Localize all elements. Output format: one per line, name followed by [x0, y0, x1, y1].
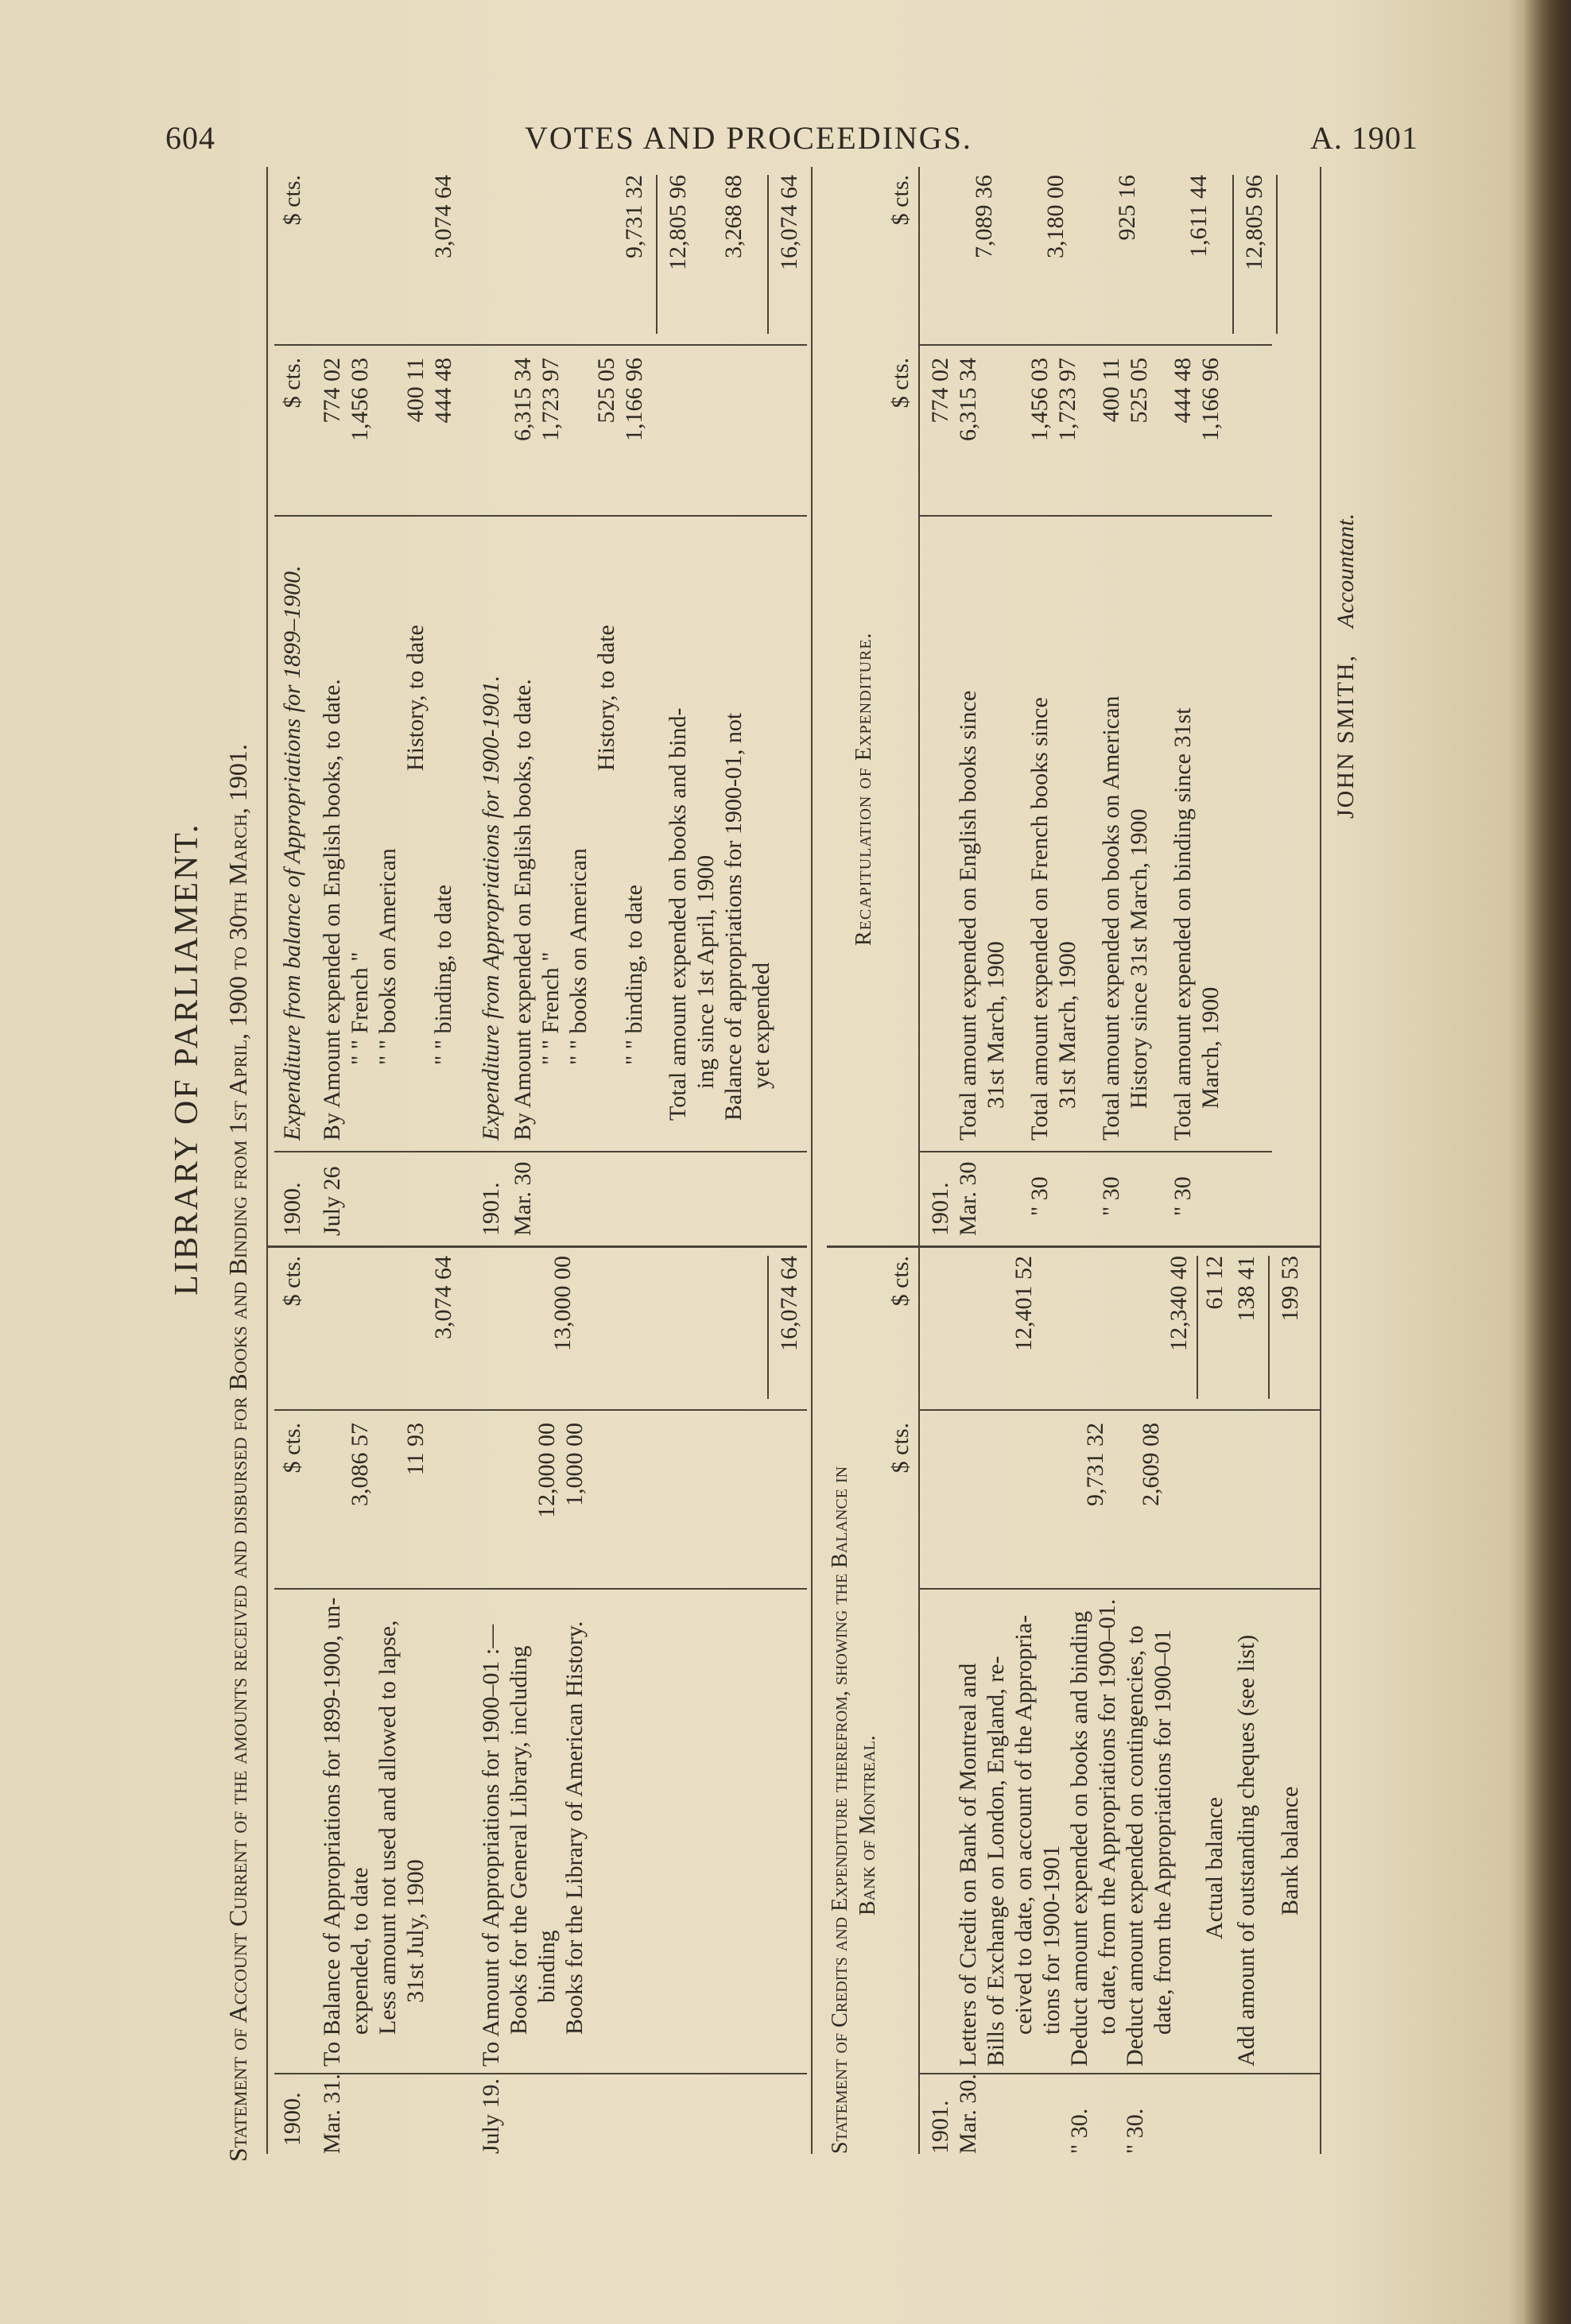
- right-1-total: 3,074 64: [430, 175, 456, 258]
- credits-money-header-1: $ cts.: [887, 1423, 914, 1474]
- right-date-1: July 26: [319, 1166, 345, 1236]
- right-section-1: Expenditure from balance of Appropriations for 1899–1900.: [279, 565, 305, 1141]
- right-year-1: 1900.: [279, 1182, 305, 1236]
- recap-grand-total: 12,805 96: [1241, 175, 1267, 270]
- credits-item-1-date: Mar. 30.: [955, 2074, 981, 2154]
- left-entry-2-line-2: Books for the General Library, including: [506, 1645, 532, 2035]
- right-2-line-1: By Amount expended on English books, to date.: [510, 679, 536, 1141]
- credits-year: 1901.: [927, 2100, 953, 2154]
- right-1-amount-2: 1,456 03: [347, 358, 373, 441]
- left-grand-total: 16,074 64: [776, 1256, 802, 1351]
- credits-actual-balance: 61 12: [1201, 1256, 1228, 1310]
- right-money-header-1: $ cts.: [279, 358, 305, 409]
- right-date-rule: [274, 1151, 807, 1152]
- credits-outstanding-label: Add amount of outstanding cheques (see list): [1233, 1634, 1259, 2066]
- right-2-total: 9,731 32: [621, 175, 647, 258]
- right-1-amount-3: 400 11: [402, 358, 429, 423]
- credits-item-1-line-3: ceived to date, on account of the Appropria-: [1010, 1614, 1037, 2035]
- account-center-rule: [266, 1245, 807, 1248]
- right-1-line-2: " " French ": [347, 951, 373, 1065]
- left-entry-1-amount-2: 11 93: [402, 1423, 429, 1476]
- credits-item-1-total: 12,401 52: [1010, 1256, 1037, 1351]
- account-top-rule: [266, 167, 268, 2154]
- right-section-2: Expenditure from Appropriations for 1900-1901.: [478, 675, 504, 1141]
- credits-amount-rule: [918, 1588, 1320, 1590]
- left-amount-rule: [274, 1588, 807, 1590]
- left-entry-2-total: 13,000 00: [549, 1256, 576, 1351]
- right-summary-1-amount: 12,805 96: [665, 175, 691, 270]
- lower-center-rule: [827, 1245, 1320, 1248]
- right-summary-2-line-1: Balance of appropriations for 1900-01, not: [720, 712, 747, 1121]
- recap-item-3-line-2: History since 31st March, 1900: [1126, 808, 1152, 1109]
- recap-item-4-line-2: March, 1900: [1197, 986, 1224, 1109]
- left-total-col-rule: [274, 1409, 807, 1411]
- recap-item-1-total: 7,089 36: [971, 175, 997, 258]
- left-entry-2-line-4: Books for the Library of American History.: [561, 1621, 588, 2035]
- right-2-line-4: History, to date: [593, 625, 619, 771]
- left-year: 1900.: [279, 2092, 305, 2146]
- recap-item-4-amount-2: 1,166 96: [1197, 358, 1224, 441]
- right-grand-total: 16,074 64: [776, 175, 802, 270]
- recap-item-2-date: " 30: [1026, 1176, 1053, 1216]
- right-2-line-3: " " books on American: [565, 848, 592, 1065]
- recap-item-1-line-2: 31st March, 1900: [983, 941, 1009, 1109]
- credits-top-rule: [918, 1248, 920, 2154]
- recap-item-3-date: " 30: [1098, 1176, 1124, 1216]
- left-entry-1-line-4: 31st July, 1900: [402, 1859, 429, 2003]
- credits-item-3-amount: 2,609 08: [1138, 1423, 1164, 1506]
- signature-name: JOHN SMITH,: [1332, 653, 1359, 819]
- recap-item-4-total: 1,611 44: [1185, 175, 1212, 258]
- running-head: VOTES AND PROCEEDINGS.: [525, 120, 972, 156]
- recap-item-2-line-2: 31st March, 1900: [1054, 941, 1080, 1109]
- right-summary-2-amount: 3,268 68: [720, 175, 747, 258]
- recap-money-header-1: $ cts.: [887, 358, 914, 409]
- right-money-header-2: $ cts.: [279, 175, 305, 226]
- recap-item-4-date: " 30: [1170, 1176, 1196, 1216]
- right-1-amount-1: 774 02: [319, 358, 345, 424]
- rotated-statement: [167, 151, 1423, 2217]
- left-entry-1-line-1: To Balance of Appropriations for 1899-1900, un-: [319, 1597, 345, 2066]
- recap-money-header-2: $ cts.: [887, 175, 914, 226]
- right-1-line-1: By Amount expended on English books, to date.: [319, 679, 345, 1141]
- left-entry-2-date: July 19.: [478, 2078, 504, 2154]
- right-1-line-5: " " binding, to date: [430, 885, 456, 1065]
- left-money-header-2: $ cts.: [279, 1256, 305, 1307]
- right-2-line-5: " " binding, to date: [621, 885, 647, 1065]
- statement-subtitle: Statement of Account Current of the amounts received and disbursed for Books and Binding from 1st April, 1900 to 30th March, 1901.: [223, 744, 252, 2162]
- credits-item-2-line-2: to date, from the Appropriations for 1900–01.: [1094, 1598, 1120, 2035]
- recap-item-2-amount-1: 1,456 03: [1026, 358, 1053, 441]
- right-summary-1-line-2: ing since 1st April, 1900: [692, 854, 719, 1089]
- page-number: 604: [165, 120, 215, 156]
- recap-item-4-line-1: Total amount expended on binding since 31st: [1170, 707, 1196, 1141]
- left-entry-2-amount-1: 12,000 00: [533, 1423, 560, 1518]
- right-total-rule: [767, 175, 769, 334]
- right-summary-1-line-1: Total amount expended on books and bind-: [665, 707, 691, 1121]
- left-date-rule: [274, 2073, 807, 2074]
- credits-subtotal-rule: [1197, 1256, 1198, 1399]
- credits-money-header-2: $ cts.: [887, 1256, 914, 1307]
- recap-title: Recapitulation of Expenditure.: [851, 632, 876, 946]
- recap-total-rule: [1232, 175, 1234, 334]
- left-entry-2-amount-2: 1,000 00: [561, 1423, 588, 1506]
- recap-item-4-amount-1: 444 48: [1170, 358, 1196, 424]
- left-total-rule: [767, 1256, 769, 1399]
- credits-bank-balance: 199 53: [1277, 1256, 1303, 1322]
- credits-title-2: Bank of Montreal.: [855, 1735, 880, 1915]
- lower-bottom-rule: [1320, 167, 1321, 2154]
- credits-outstanding: 138 41: [1233, 1256, 1259, 1322]
- credits-date-rule: [918, 2073, 1320, 2074]
- right-1-line-4: History, to date: [402, 625, 429, 771]
- edition-year: A. 1901: [1310, 120, 1418, 156]
- right-summary-2-line-2: yet expended: [748, 962, 774, 1089]
- recap-total-underline: [1276, 175, 1278, 334]
- credits-item-2-line-1: Deduct amount expended on books and binding: [1066, 1610, 1092, 2066]
- book-spine-shadow: [1523, 0, 1571, 2324]
- left-money-header-1: $ cts.: [279, 1423, 305, 1474]
- right-2-amount-3: 525 05: [593, 358, 619, 424]
- right-2-amount-4: 1,166 96: [621, 358, 647, 441]
- right-2-amount-1: 6,315 34: [510, 358, 536, 441]
- credits-title-1: Statement of Credits and Expenditure therefrom, showing the Balance in: [828, 1466, 852, 2154]
- right-total-col-rule: [274, 344, 807, 346]
- recap-year: 1901.: [927, 1182, 953, 1236]
- recap-top-rule: [918, 167, 920, 1248]
- right-2-line-2: " " French ": [537, 951, 564, 1065]
- recap-item-1-date: Mar. 30: [955, 1161, 981, 1236]
- right-subtotal-rule: [656, 175, 657, 334]
- credits-item-3-total: 12,340 40: [1166, 1256, 1192, 1351]
- recap-total-col-rule: [918, 344, 1272, 346]
- right-1-amount-4: 444 48: [430, 358, 456, 424]
- credits-item-1-line-2: Bills of Exchange on London, England, re-: [983, 1656, 1009, 2066]
- recap-item-3-amount-1: 400 11: [1098, 358, 1124, 423]
- credits-total-rule: [1268, 1256, 1270, 1399]
- recap-amount-rule: [918, 515, 1272, 517]
- credits-item-1-line-4: tions for 1900-1901: [1038, 1845, 1065, 2035]
- credits-item-3-date: " 30.: [1122, 2108, 1148, 2154]
- left-entry-2-line-3: binding: [533, 1930, 560, 2003]
- left-entry-1-total: 3,074 64: [430, 1256, 456, 1339]
- left-entry-1-date: Mar. 31.: [319, 2074, 345, 2154]
- left-entry-1-line-2: expended, to date: [347, 1867, 373, 2035]
- left-entry-1-amount-1: 3,086 57: [347, 1423, 373, 1506]
- left-entry-1-line-3: Less amount not used and allowed to lapse,: [374, 1620, 401, 2035]
- right-1-line-3: " " books on American: [374, 848, 401, 1065]
- recap-item-1-amount-2: 6,315 34: [955, 358, 981, 441]
- right-2-amount-2: 1,723 97: [537, 358, 564, 441]
- credits-item-1-line-1: Letters of Credit on Bank of Montreal and: [955, 1663, 981, 2066]
- recap-item-3-total: 925 16: [1114, 175, 1140, 241]
- recap-item-3-amount-2: 525 05: [1126, 358, 1152, 424]
- credits-item-2-date: " 30.: [1066, 2108, 1092, 2154]
- signature-title: Accountant.: [1332, 513, 1359, 628]
- recap-date-rule: [918, 1151, 1272, 1152]
- account-bottom-rule: [811, 167, 813, 2154]
- credits-bank-balance-label: Bank balance: [1277, 1786, 1303, 1915]
- recap-item-2-total: 3,180 00: [1042, 175, 1069, 258]
- credits-total-col-rule: [918, 1409, 1320, 1411]
- library-title: LIBRARY OF PARLIAMENT.: [169, 822, 205, 1296]
- recap-item-2-amount-2: 1,723 97: [1054, 358, 1080, 441]
- credits-item-3-line-1: Deduct amount expended on contingencies, to: [1122, 1625, 1148, 2066]
- credits-item-3-line-2: date, from the Appropriations for 1900–01: [1150, 1629, 1176, 2035]
- right-date-2: Mar. 30: [510, 1161, 536, 1236]
- right-amount-rule: [274, 515, 807, 517]
- credits-item-2-amount: 9,731 32: [1082, 1423, 1108, 1506]
- recap-item-2-line-1: Total amount expended on French books since: [1026, 697, 1053, 1141]
- recap-item-1-amount-1: 774 02: [927, 358, 953, 424]
- recap-item-1-line-1: Total amount expended on English books since: [955, 690, 981, 1141]
- recap-item-3-line-1: Total amount expended on books on American: [1098, 695, 1124, 1141]
- credits-actual-balance-label: Actual balance: [1201, 1796, 1228, 1939]
- left-entry-2-line-1: To Amount of Appropriations for 1900–01 :—: [478, 1624, 504, 2066]
- right-year-2: 1901.: [478, 1182, 504, 1236]
